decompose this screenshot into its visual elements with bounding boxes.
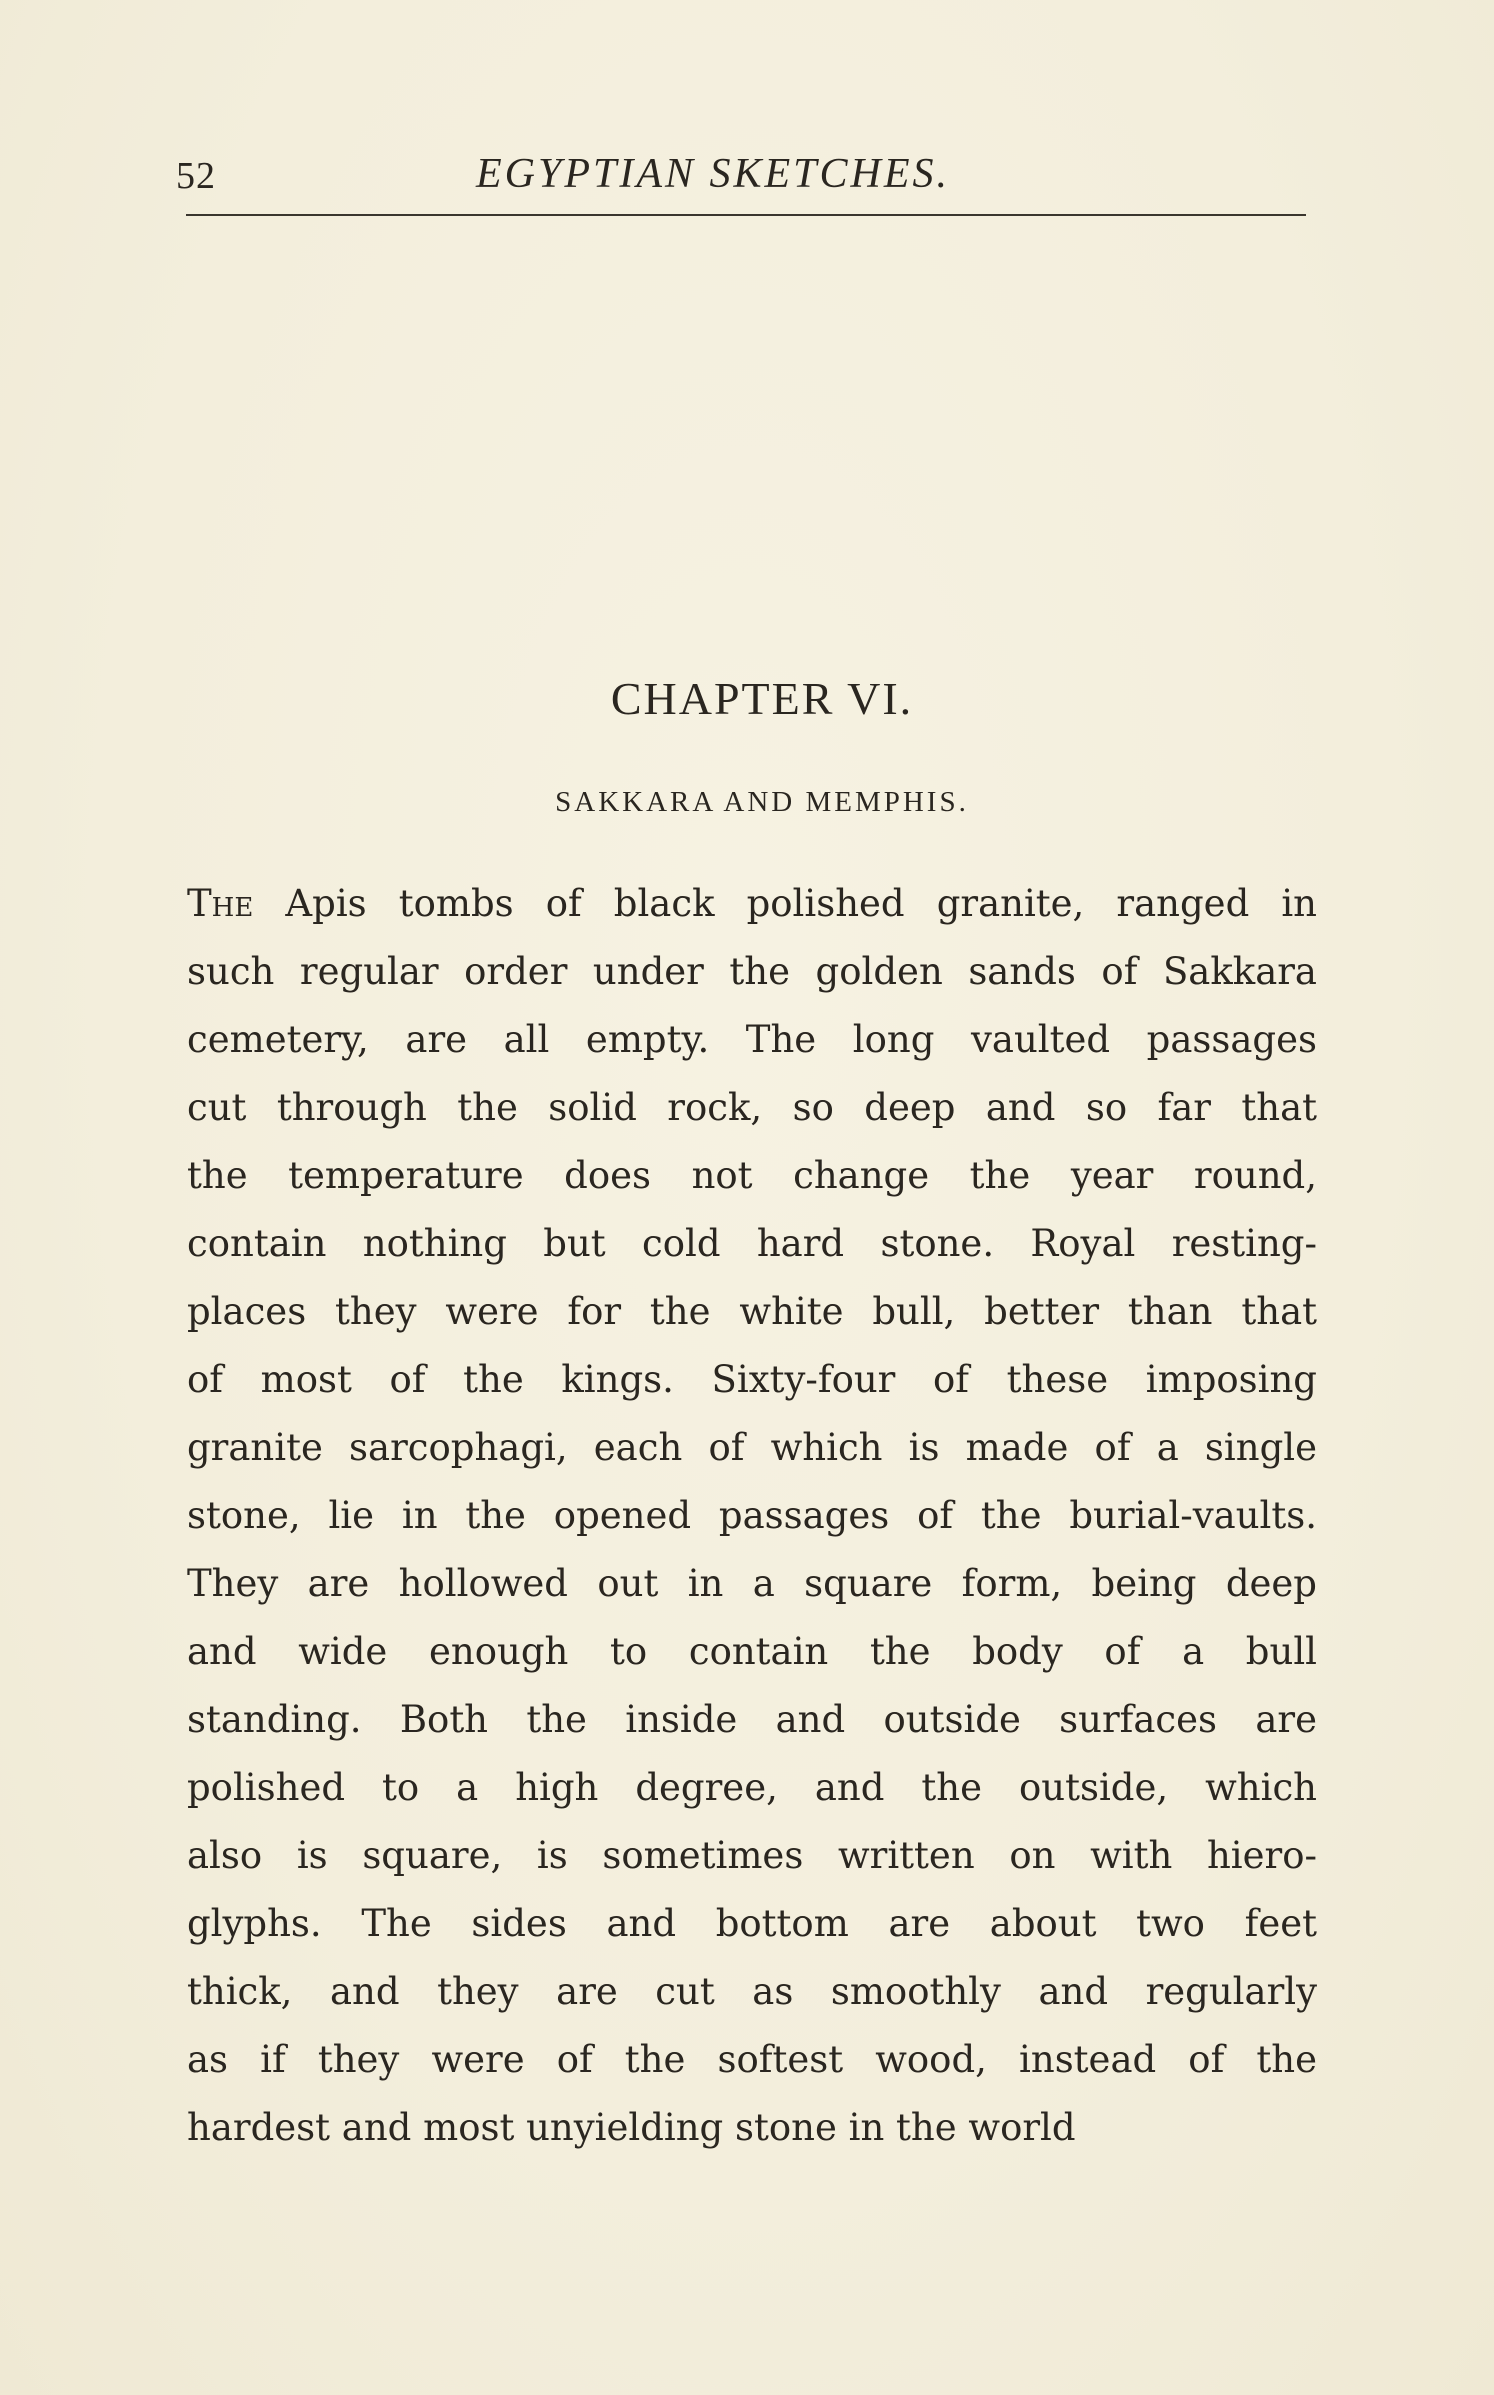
text-line: as if they were of the softest wood, instead of the xyxy=(187,2038,1317,2081)
text-line: stone, lie in the opened passages of the burial-vaults. xyxy=(187,1494,1317,1537)
text-line-rest: Apis tombs of black polished granite, ranged in xyxy=(253,882,1317,925)
text-line: such regular order under the golden sands of Sakkara xyxy=(187,950,1317,993)
text-line: cemetery, are all empty. The long vaulted passages xyxy=(187,1018,1317,1061)
chapter-subtitle: SAKKARA AND MEMPHIS. xyxy=(555,786,969,818)
body-text xyxy=(187,870,1317,2162)
text-line: polished to a high degree, and the outside, which xyxy=(187,1766,1317,1809)
text-line: cut through the solid rock, so deep and so far that xyxy=(187,1086,1317,1129)
page-number: 52 xyxy=(176,155,216,197)
text-line: places they were for the white bull, better than that xyxy=(187,1290,1317,1333)
running-head xyxy=(176,150,1306,210)
text-line: and wide enough to contain the body of a bull xyxy=(187,1630,1317,1673)
text-line: standing. Both the inside and outside surfaces are xyxy=(187,1698,1317,1741)
header-rule xyxy=(186,214,1306,216)
running-title: EGYPTIAN SKETCHES. xyxy=(476,151,951,197)
text-line xyxy=(187,870,1317,938)
text-line: hardest and most unyielding stone in the world xyxy=(187,2106,1076,2149)
text-line: thick, and they are cut as smoothly and regularly xyxy=(187,1970,1317,2013)
text-line: the temperature does not change the year round, xyxy=(187,1154,1317,1197)
text-line: granite sarcophagi, each of which is made of a single xyxy=(187,1426,1317,1469)
text-line: of most of the kings. Sixty-four of these imposing xyxy=(187,1358,1317,1401)
lead-word: The xyxy=(187,882,254,925)
text-line: contain nothing but cold hard stone. Royal resting- xyxy=(187,1222,1317,1265)
chapter-title: CHAPTER VI. xyxy=(610,673,914,724)
text-line: glyphs. The sides and bottom are about two feet xyxy=(187,1902,1317,1945)
text-line: They are hollowed out in a square form, being deep xyxy=(187,1562,1317,1605)
text-line: also is square, is sometimes written on with hiero- xyxy=(187,1834,1317,1877)
